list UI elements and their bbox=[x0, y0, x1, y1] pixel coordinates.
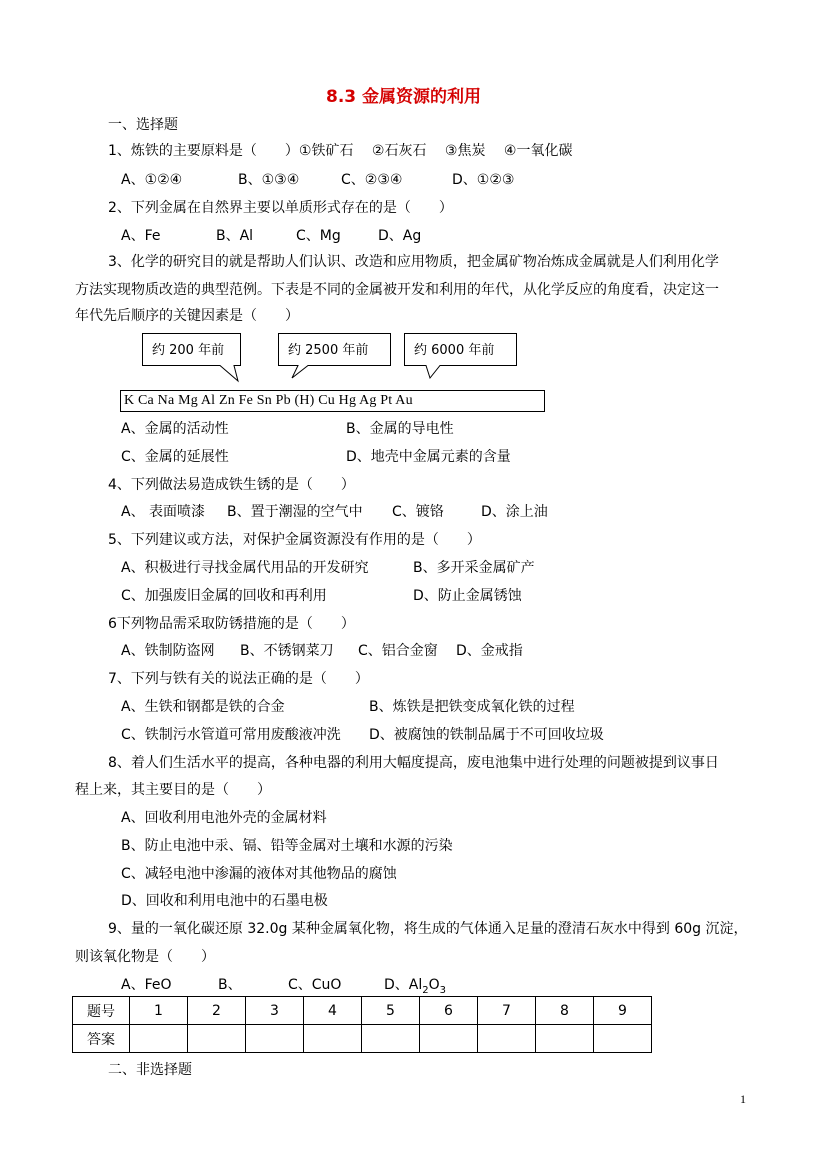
q3-option-d: D、地壳中金属元素的含量 bbox=[346, 449, 511, 465]
table-header-answer: 答案 bbox=[73, 1025, 130, 1053]
table-cell-number: 6 bbox=[420, 997, 478, 1025]
q8-option-c: C、减轻电池中渗漏的液体对其他物品的腐蚀 bbox=[121, 866, 397, 882]
q4-option-c: C、镀铬 bbox=[392, 504, 444, 520]
callout-label: 约 6000 年前 bbox=[414, 343, 495, 358]
table-header-question-number: 题号 bbox=[73, 997, 130, 1025]
q1-option-b: B、①③④ bbox=[238, 172, 300, 188]
q6-option-b: B、不锈钢菜刀 bbox=[240, 643, 334, 659]
q1-option-d: D、①②③ bbox=[452, 172, 515, 188]
table-cell-number: 4 bbox=[304, 997, 362, 1025]
q9-option-a: A、FeO bbox=[121, 977, 172, 993]
question-2: 2、下列金属在自然界主要以单质形式存在的是（ ） bbox=[108, 200, 453, 216]
callout-label: 约 200 年前 bbox=[152, 343, 225, 358]
question-8-line-2: 程上来，其主要目的是（ ） bbox=[75, 782, 271, 798]
question-3-line-2: 方法实现物质改造的典型范例。下表是不同的金属被开发和利用的年代，从化学反应的角度看，决定这一 bbox=[75, 282, 719, 298]
answer-cell[interactable] bbox=[304, 1025, 362, 1053]
q7-option-a: A、生铁和钢都是铁的合金 bbox=[121, 699, 285, 715]
question-3-line-1: 3、化学的研究目的就是帮助人们认识、改造和应用物质，把金属矿物冶炼成金属就是人们利用化学 bbox=[108, 254, 719, 270]
subscript: 3 bbox=[439, 984, 447, 996]
answer-cell[interactable] bbox=[420, 1025, 478, 1053]
question-8-line-1: 8、着人们生活水平的提高，各种电器的利用大幅度提高，废电池集中进行处理的问题被提到议事日 bbox=[108, 755, 719, 771]
question-1: 1、炼铁的主要原料是（ ）①铁矿石 ②石灰石 ③焦炭 ④一氧化碳 bbox=[108, 143, 573, 159]
callout-label: 约 2500 年前 bbox=[288, 343, 369, 358]
q2-option-a: A、Fe bbox=[121, 228, 161, 244]
q6-option-a: A、铁制防盗网 bbox=[121, 643, 215, 659]
page-number: 1 bbox=[740, 1092, 746, 1106]
page-title: 8.3 金属资源的利用 bbox=[326, 87, 482, 107]
q9-option-d-oxygen: O bbox=[428, 977, 440, 993]
q2-option-b: B、Al bbox=[216, 228, 254, 244]
q1-option-a: A、①②④ bbox=[121, 172, 183, 188]
q6-option-c: C、铝合金窗 bbox=[358, 643, 438, 659]
answer-table bbox=[72, 996, 652, 1053]
question-5: 5、下列建议或方法，对保护金属资源没有作用的是（ ） bbox=[108, 532, 481, 548]
answer-cell[interactable] bbox=[536, 1025, 594, 1053]
q3-option-a: A、金属的活动性 bbox=[121, 421, 229, 437]
q7-option-c: C、铁制污水管道可常用废酸液冲洗 bbox=[121, 727, 341, 743]
subscript: 2 bbox=[422, 984, 429, 996]
table-cell-number: 1 bbox=[130, 997, 188, 1025]
q3-option-b: B、金属的导电性 bbox=[346, 421, 454, 437]
answer-cell[interactable] bbox=[188, 1025, 246, 1053]
question-7: 7、下列与铁有关的说法正确的是（ ） bbox=[108, 671, 369, 687]
answer-cell[interactable] bbox=[594, 1025, 652, 1053]
table-cell-number: 8 bbox=[536, 997, 594, 1025]
question-9-line-2: 则该氧化物是（ ） bbox=[75, 949, 215, 965]
table-row-numbers bbox=[73, 997, 652, 1025]
answer-cell[interactable] bbox=[362, 1025, 420, 1053]
q5-option-a: A、积极进行寻找金属代用品的开发研究 bbox=[121, 560, 369, 576]
table-cell-number: 3 bbox=[246, 997, 304, 1025]
q7-option-d: D、被腐蚀的铁制品属于不可回收垃圾 bbox=[369, 727, 604, 743]
q4-option-a: A、 表面喷漆 bbox=[121, 504, 206, 520]
q6-option-d: D、金戒指 bbox=[456, 643, 523, 659]
q7-option-b: B、炼铁是把铁变成氧化铁的过程 bbox=[369, 699, 575, 715]
q2-option-d: D、Ag bbox=[378, 228, 422, 244]
q8-option-d: D、回收和利用电池中的石墨电极 bbox=[121, 893, 328, 909]
q5-option-c: C、加强废旧金属的回收和再利用 bbox=[121, 588, 327, 604]
q9-option-c: C、CuO bbox=[288, 977, 342, 993]
q9-option-b: B、 bbox=[218, 977, 242, 993]
table-cell-number: 2 bbox=[188, 997, 246, 1025]
section-heading-choice: 一、选择题 bbox=[108, 117, 178, 133]
q8-option-b: B、防止电池中汞、镉、铅等金属对土壤和水源的污染 bbox=[121, 838, 453, 854]
answer-cell[interactable] bbox=[478, 1025, 536, 1053]
metal-activity-series-box bbox=[120, 390, 545, 412]
q3-option-c: C、金属的延展性 bbox=[121, 449, 229, 465]
table-cell-number: 7 bbox=[478, 997, 536, 1025]
table-row-answers bbox=[73, 1025, 652, 1053]
q5-option-b: B、多开采金属矿产 bbox=[413, 560, 535, 576]
answer-cell[interactable] bbox=[246, 1025, 304, 1053]
q8-option-a: A、回收利用电池外壳的金属材料 bbox=[121, 810, 327, 826]
question-9-line-1: 9、量的一氧化碳还原 32.0g 某种金属氧化物，将生成的气体通入足量的澄清石灰水中得到 60g 沉淀， bbox=[108, 921, 748, 937]
question-6: 6下列物品需采取防锈措施的是（ ） bbox=[108, 616, 355, 632]
section-heading-non-choice: 二、非选择题 bbox=[108, 1062, 192, 1078]
q2-option-c: C、Mg bbox=[296, 228, 341, 244]
answer-cell[interactable] bbox=[130, 1025, 188, 1053]
question-4: 4、下列做法易造成铁生锈的是（ ） bbox=[108, 477, 355, 493]
table-cell-number: 9 bbox=[594, 997, 652, 1025]
q5-option-d: D、防止金属锈蚀 bbox=[413, 588, 522, 604]
q1-option-c: C、②③④ bbox=[341, 172, 403, 188]
table-cell-number: 5 bbox=[362, 997, 420, 1025]
q4-option-d: D、涂上油 bbox=[481, 504, 548, 520]
metal-activity-series: K Ca Na Mg Al Zn Fe Sn Pb (H) Cu Hg Ag Pt Au bbox=[124, 393, 413, 408]
question-3-line-3: 年代先后顺序的关键因素是（ ） bbox=[75, 308, 299, 324]
q9-option-d-prefix: D、Al bbox=[384, 977, 423, 993]
q4-option-b: B、置于潮湿的空气中 bbox=[227, 504, 363, 520]
